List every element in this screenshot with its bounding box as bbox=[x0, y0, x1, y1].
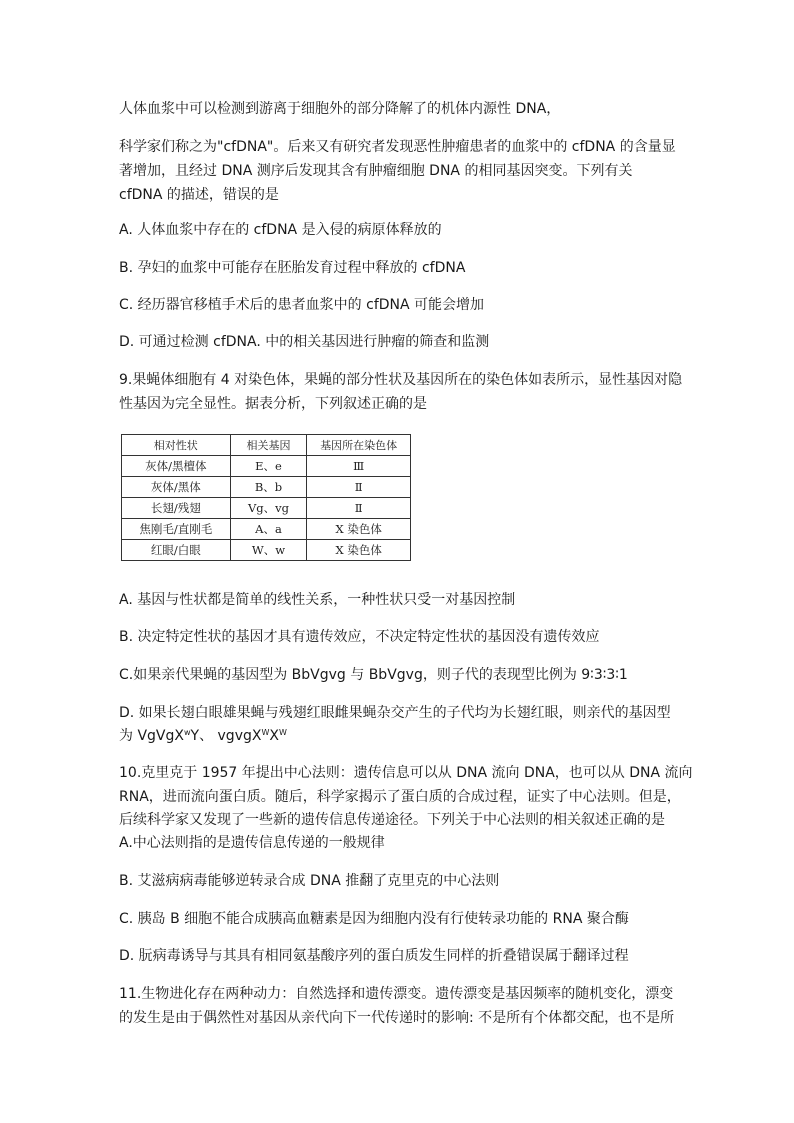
q10-stem-line-1: 10.克里克于 1957 年提出中心法则：遗传信息可以从 DNA 流向 DNA，也可以从 DNA 流向 bbox=[119, 765, 693, 781]
q9-option-d-line-2 bbox=[119, 726, 287, 746]
q8-stem-line-4: cfDNA 的描述，错误的是 bbox=[119, 187, 279, 203]
q11-stem-line-2: 的发生是由于偶然性对基因从亲代向下一代传递时的影响: 不是所有个体都交配，也不是所 bbox=[119, 1010, 675, 1026]
q8-stem-line-3: 著增加，且经过 DNA 测序后发现其含有肿瘤细胞 DNA 的相同基因突变。下列有关 bbox=[119, 163, 633, 179]
trait-gene-table bbox=[121, 434, 411, 561]
table-cell: X 染色体 bbox=[307, 519, 411, 540]
q8-option-d: D. 可通过检测 cfDNA. 中的相关基因进行肿瘤的筛查和监测 bbox=[119, 334, 490, 350]
table-cell: X 染色体 bbox=[307, 540, 411, 561]
q10-option-b: B. 艾滋病病毒能够逆转录合成 DNA 推翻了克里克的中心法则 bbox=[119, 873, 500, 889]
q9-option-b: B. 决定特定性状的基因才具有遗传效应，不决定特定性状的基因没有遗传效应 bbox=[119, 629, 600, 645]
q10-stem-line-2: RNA，进而流向蛋白质。随后，科学家揭示了蛋白质的合成过程，证实了中心法则。但是， bbox=[119, 789, 681, 805]
genotype-sup: W bbox=[278, 728, 287, 737]
table-cell: 灰体/黑檀体 bbox=[122, 456, 231, 477]
genotype-sup: w bbox=[183, 728, 191, 737]
table-header-cell: 基因所在染色体 bbox=[307, 435, 411, 456]
q8-option-c: C. 经历器官移植手术后的患者血浆中的 cfDNA 可能会增加 bbox=[119, 297, 485, 313]
table-cell: A、a bbox=[230, 519, 307, 540]
table-cell: E、e bbox=[230, 456, 307, 477]
table-cell: W、w bbox=[230, 540, 307, 561]
table-row bbox=[122, 456, 411, 477]
table-row bbox=[122, 540, 411, 561]
genotype-sup: W bbox=[261, 728, 270, 737]
table-cell: 红眼/白眼 bbox=[122, 540, 231, 561]
table-cell: Ⅱ bbox=[307, 477, 411, 498]
q10-option-c: C. 胰岛 B 细胞不能合成胰高血糖素是因为细胞内没有行使转录功能的 RNA 聚合酶 bbox=[119, 911, 629, 927]
table-row bbox=[122, 519, 411, 540]
q11-stem-line-1: 11.生物进化存在两种动力：自然选择和遗传漂变。遗传漂变是基因频率的随机变化，漂变 bbox=[119, 986, 674, 1002]
q8-stem-line-1: 人体血浆中可以检测到游离于细胞外的部分降解了的机体内源性 DNA， bbox=[119, 101, 561, 117]
q10-stem-line-3: 后续科学家又发现了一些新的遗传信息传递途径。下列关于中心法则的相关叙述正确的是 bbox=[119, 812, 665, 828]
table-header-cell: 相关基因 bbox=[230, 435, 307, 456]
table-cell: Ⅲ bbox=[307, 456, 411, 477]
table-cell: Vg、vg bbox=[230, 498, 307, 519]
genotype-prefix: 为 VgVgX bbox=[119, 728, 184, 744]
q8-option-a: A. 人体血浆中存在的 cfDNA 是入侵的病原体释放的 bbox=[119, 222, 442, 238]
table-row bbox=[122, 477, 411, 498]
table-cell: 焦刚毛/直刚毛 bbox=[122, 519, 231, 540]
q9-option-c: C.如果亲代果蝇的基因型为 BbVgvg 与 BbVgvg，则子代的表现型比例为 9∶3∶3∶1 bbox=[119, 667, 628, 683]
q9-stem-line-2: 性基因为完全显性。据表分析，下列叙述正确的是 bbox=[119, 396, 427, 412]
q9-stem-line-1: 9.果蝇体细胞有 4 对染色体，果蝇的部分性状及基因所在的染色体如表所示，显性基因对隐 bbox=[119, 372, 683, 388]
table-row bbox=[122, 498, 411, 519]
q8-option-b: B. 孕妇的血浆中可能存在胚胎发育过程中释放的 cfDNA bbox=[119, 260, 466, 276]
q10-option-a: A.中心法则指的是遗传信息传递的一般规律 bbox=[119, 835, 385, 851]
table-cell: Ⅱ bbox=[307, 498, 411, 519]
table-header-cell: 相对性状 bbox=[122, 435, 231, 456]
table-header-row bbox=[122, 435, 411, 456]
q10-option-d: D. 朊病毒诱导与其具有相同氨基酸序列的蛋白质发生同样的折叠错误属于翻译过程 bbox=[119, 948, 629, 964]
table-cell: B、b bbox=[230, 477, 307, 498]
q9-option-d-line-1: D. 如果长翅白眼雄果蝇与残翅红眼雌果蝇杂交产生的子代均为长翅红眼，则亲代的基因型 bbox=[119, 705, 671, 721]
genotype-mid: Y、 vgvgX bbox=[190, 728, 262, 744]
q8-stem-line-2: 科学家们称之为"cfDNA"。后来又有研究者发现恶性肿瘤患者的血浆中的 cfDNA 的含量显 bbox=[119, 139, 676, 155]
genotype-mid: X bbox=[269, 728, 279, 744]
table-cell: 灰体/黑体 bbox=[122, 477, 231, 498]
q9-option-a: A. 基因与性状都是简单的线性关系，一种性状只受一对基因控制 bbox=[119, 592, 516, 608]
table-cell: 长翅/残翅 bbox=[122, 498, 231, 519]
